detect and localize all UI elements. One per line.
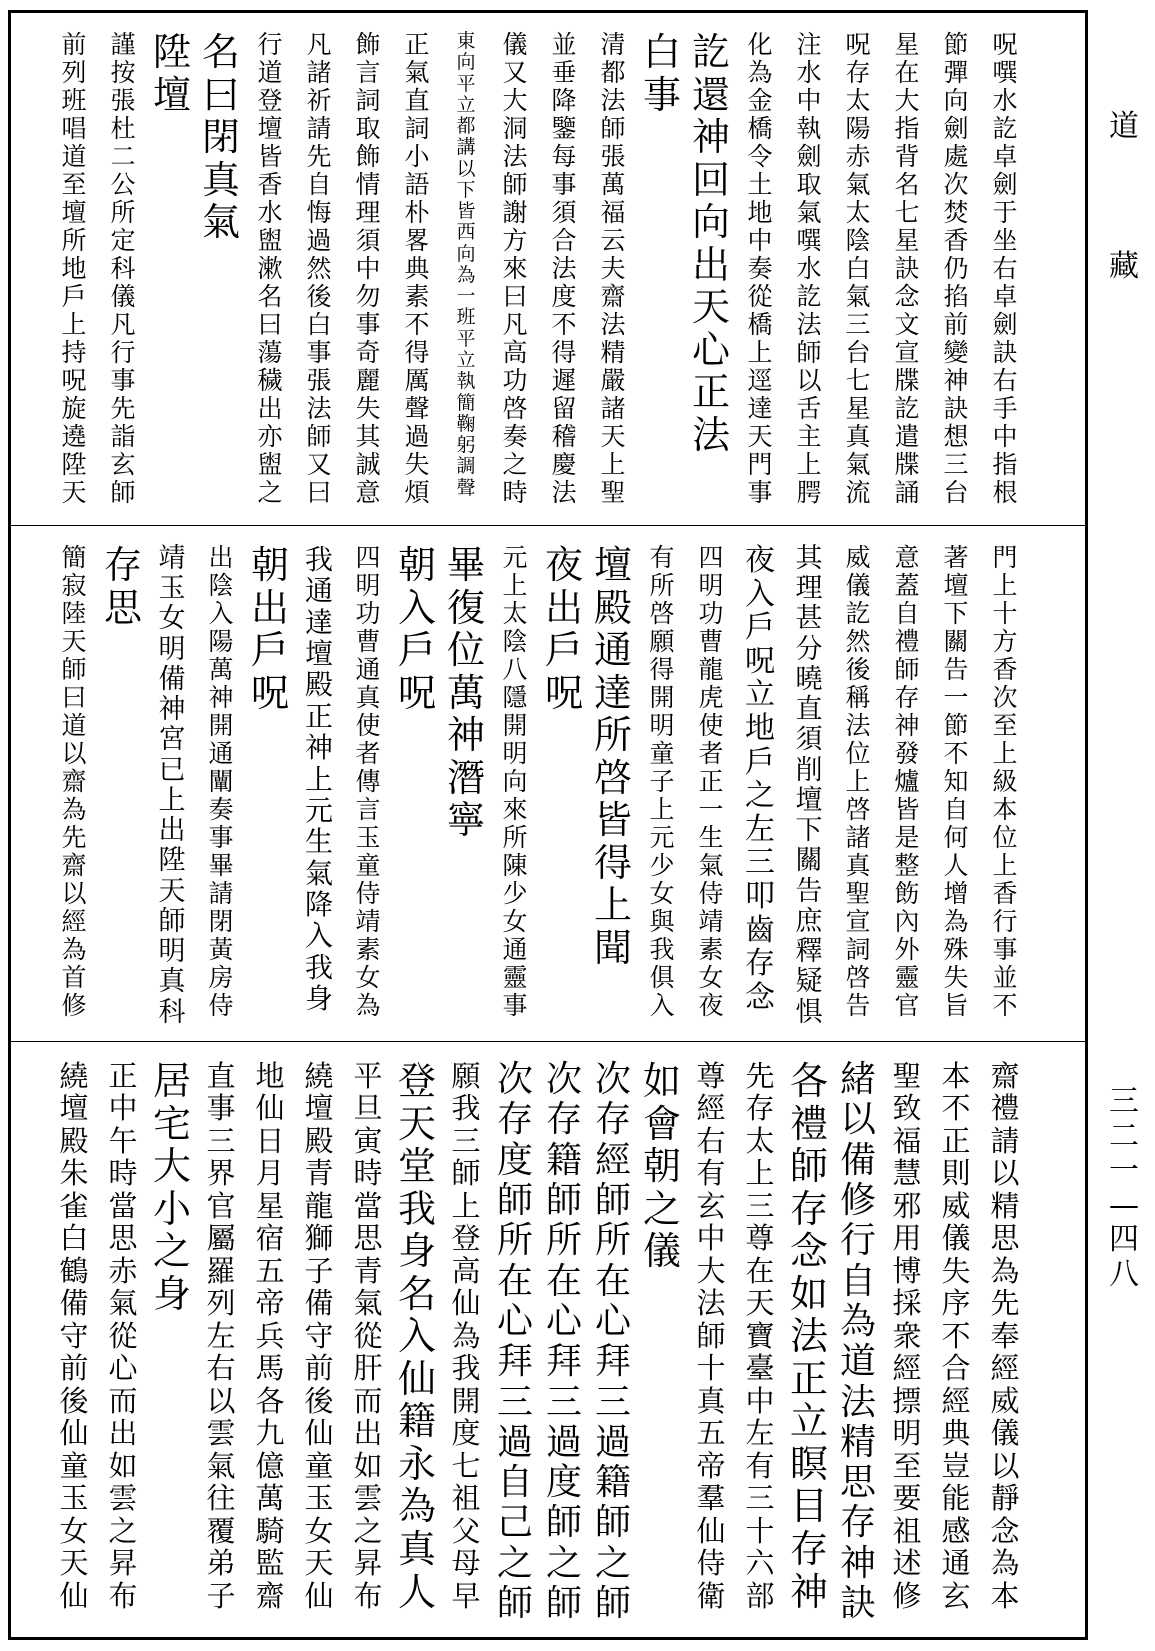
- text-column: 東 向 平 立 都 講 以 下 皆 西 向 為 一 班 平 立 執 簡 鞠 躬 調 聲: [456, 30, 476, 499]
- text-column: 先 存 太 上 三 尊 在 天 寶 臺 中 左 有 三 十 六 部: [745, 1059, 775, 1613]
- text-column: 畢 復 位 萬 神 潛 寧: [446, 543, 485, 843]
- text-column: 前 列 班 唱 道 至 壇 所 地 戶 上 持 呪 旋 遶 陞 天: [61, 30, 87, 507]
- text-column: 意 蓋 自 禮 師 存 神 發 爐 皆 是 整 飭 內 外 靈 官: [894, 543, 920, 1020]
- page-number: [1099, 1085, 1149, 1292]
- text-column: 有 所 啓 願 得 開 明 童 子 上 元 少 女 與 我 俱 入: [649, 543, 675, 1020]
- text-column: 如 會 朝 之 儀: [642, 1059, 681, 1274]
- text-column: 著 壇 下 關 告 一 節 不 知 自 何 人 增 為 殊 失 旨: [943, 543, 969, 1020]
- side-label-text: 藏: [1109, 249, 1139, 284]
- text-column: 靖 玉 女 明 備 神 宮 已 上 出 陞 天 師 明 真 科: [158, 543, 186, 1028]
- text-column: 直 事 三 界 官 屬 羅 列 左 右 以 雲 氣 往 覆 弟 子: [206, 1059, 236, 1613]
- text-column: 星 在 大 指 背 名 七 星 訣 念 文 宣 牒 訖 遣 牒 誦: [894, 30, 920, 507]
- text-column: 化 為 金 橋 令 土 地 中 奏 從 橋 上 逕 達 天 門 事: [747, 30, 773, 507]
- text-column: 注 水 中 執 劍 取 氣 噀 水 訖 法 師 以 舌 主 上 腭: [796, 30, 822, 507]
- text-column: 謹 按 張 杜 二 公 所 定 科 儀 凡 行 事 先 詣 玄 師: [110, 30, 136, 507]
- text-column: 平 旦 寅 時 當 思 青 氣 從 肝 而 出 如 雲 之 昇 布: [353, 1059, 383, 1613]
- text-column: 門 上 十 方 香 次 至 上 級 本 位 上 香 行 事 並 不: [992, 543, 1018, 1020]
- page-number-char: 二: [1109, 1118, 1139, 1154]
- text-column: 陞 壇: [152, 30, 191, 117]
- text-column: 名 曰 閉 真 氣: [201, 30, 240, 245]
- text-column: 飾 言 詞 取 飾 情 理 須 中 勿 事 奇 麗 失 其 誠 意: [355, 30, 381, 507]
- top-panel: [11, 13, 1085, 525]
- text-column: 呪 噀 水 訖 卓 劍 于 坐 右 卓 劍 訣 右 手 中 指 根: [992, 30, 1018, 507]
- text-column: 地 仙 日 月 星 宿 五 帝 兵 馬 各 九 億 萬 騎 監 齋: [255, 1059, 285, 1613]
- text-column: 朝 入 戶 呪: [397, 543, 436, 715]
- text-column: 元 上 太 陰 八 隱 開 明 向 來 所 陳 少 女 通 靈 事: [502, 543, 528, 1020]
- text-column: 聖 致 福 慧 邪 用 博 採 衆 經 摽 明 至 要 祖 述 修: [892, 1059, 922, 1613]
- text-column: 次 存 經 師 所 在 心 拜 三 過 籍 師 之 師: [594, 1059, 631, 1625]
- text-column: 正 中 午 時 當 思 赤 氣 從 心 而 出 如 雲 之 昇 布: [108, 1059, 138, 1613]
- text-column: 願 我 三 師 上 登 高 仙 為 我 開 度 七 祖 父 母 早: [451, 1059, 481, 1613]
- text-column: 白 事: [642, 30, 681, 117]
- text-column: 繞 壇 殿 青 龍 獅 子 備 守 前 後 仙 童 玉 女 天 仙: [304, 1059, 334, 1613]
- text-column: 清 都 法 師 張 萬 福 云 夫 齋 法 精 嚴 諸 天 上 聖: [600, 30, 626, 507]
- text-column: 其 理 甚 分 曉 直 須 削 壇 下 關 告 庶 釋 疑 惧: [795, 543, 823, 1028]
- text-column: 正 氣 直 詞 小 語 朴 畧 典 素 不 得 厲 聲 過 失 煩: [404, 30, 430, 507]
- text-column: 出 陰 入 陽 萬 神 開 通 闡 奏 事 畢 請 閉 黃 房 侍: [208, 543, 234, 1020]
- text-column: 儀 又 大 洞 法 師 謝 方 來 曰 凡 高 功 啓 奏 之 時: [502, 30, 528, 507]
- text-column: 我 通 達 壇 殿 正 神 上 元 生 氣 降 入 我 身: [304, 543, 333, 1016]
- text-column: 緒 以 備 修 行 自 為 道 法 精 思 存 神 訣: [839, 1059, 876, 1625]
- text-column: 並 垂 降 鑒 每 事 須 合 法 度 不 得 遲 留 稽 慶 法: [551, 30, 577, 507]
- text-column: 登 天 堂 我 身 名 入 仙 籍 永 為 真 人: [397, 1059, 436, 1614]
- text-column: 各 禮 師 存 念 如 法 正 立 瞑 目 存 神: [789, 1059, 828, 1614]
- text-column: 簡 寂 陸 天 師 曰 道 以 齋 為 先 齋 以 經 為 首 修: [61, 543, 87, 1020]
- page-number-char: 八: [1109, 1256, 1139, 1292]
- text-column: 行 道 登 壇 皆 香 水 盥 漱 名 曰 蕩 穢 出 亦 盥 之: [257, 30, 283, 507]
- middle-panel: [11, 526, 1085, 1041]
- text-column: 齋 禮 請 以 精 思 為 先 奉 經 威 儀 以 靜 念 為 本: [990, 1059, 1020, 1613]
- text-column: 本 不 正 則 威 儀 失 序 不 合 經 典 豈 能 感 通 玄: [941, 1059, 971, 1613]
- side-label-mid: [1099, 250, 1149, 285]
- text-column: 居 宅 大 小 之 身: [152, 1059, 191, 1316]
- text-column: 尊 經 右 有 玄 中 大 法 師 十 真 五 帝 羣 仙 侍 衛: [696, 1059, 726, 1613]
- text-column: 呪 存 太 陽 赤 氣 太 陰 白 氣 三 台 七 星 真 氣 流: [845, 30, 871, 507]
- text-column: 夜 出 戶 呪: [544, 543, 583, 715]
- bottom-panel: [11, 1042, 1085, 1637]
- text-column: 朝 出 戶 呪: [250, 543, 289, 715]
- text-column: 壇 殿 通 達 所 啓 皆 得 上 聞: [593, 543, 632, 970]
- text-column: 夜 入 戶 呪 立 地 戶 之 左 三 叩 齒 存 念: [745, 543, 775, 1015]
- text-column: 次 存 籍 師 所 在 心 拜 三 過 度 師 之 師: [545, 1059, 582, 1625]
- text-column: 四 明 功 曹 通 真 使 者 傳 言 玉 童 侍 靖 素 女 為: [355, 543, 381, 1020]
- text-column: 訖 還 神 回 向 出 天 心 正 法: [691, 30, 730, 457]
- page-frame: [8, 10, 1088, 1640]
- page-number-char: 三: [1109, 1084, 1139, 1119]
- side-label-top: [1099, 110, 1149, 145]
- side-label-text: 道: [1109, 109, 1139, 144]
- text-column: 存 思: [103, 543, 142, 630]
- text-column: 威 儀 訖 然 後 稱 法 位 上 啓 諸 真 聖 宣 詞 啓 告: [845, 543, 871, 1020]
- text-column: 繞 壇 殿 朱 雀 白 鶴 備 守 前 後 仙 童 玉 女 天 仙: [59, 1059, 89, 1613]
- text-column: 節 彈 向 劍 處 次 焚 香 仍 掐 前 變 神 訣 想 三 台: [943, 30, 969, 507]
- text-column: 四 明 功 曹 龍 虎 使 者 正 一 生 氣 侍 靖 素 女 夜: [698, 543, 724, 1020]
- page-number-char: 一: [1109, 1153, 1139, 1188]
- page-number-char: —: [1109, 1187, 1139, 1223]
- text-column: 凡 諸 祈 請 先 自 悔 過 然 後 白 事 張 法 師 又 曰: [306, 30, 332, 507]
- page-number-char: 四: [1109, 1222, 1139, 1257]
- text-column: 次 存 度 師 所 在 心 拜 三 過 自 己 之 師: [496, 1059, 533, 1625]
